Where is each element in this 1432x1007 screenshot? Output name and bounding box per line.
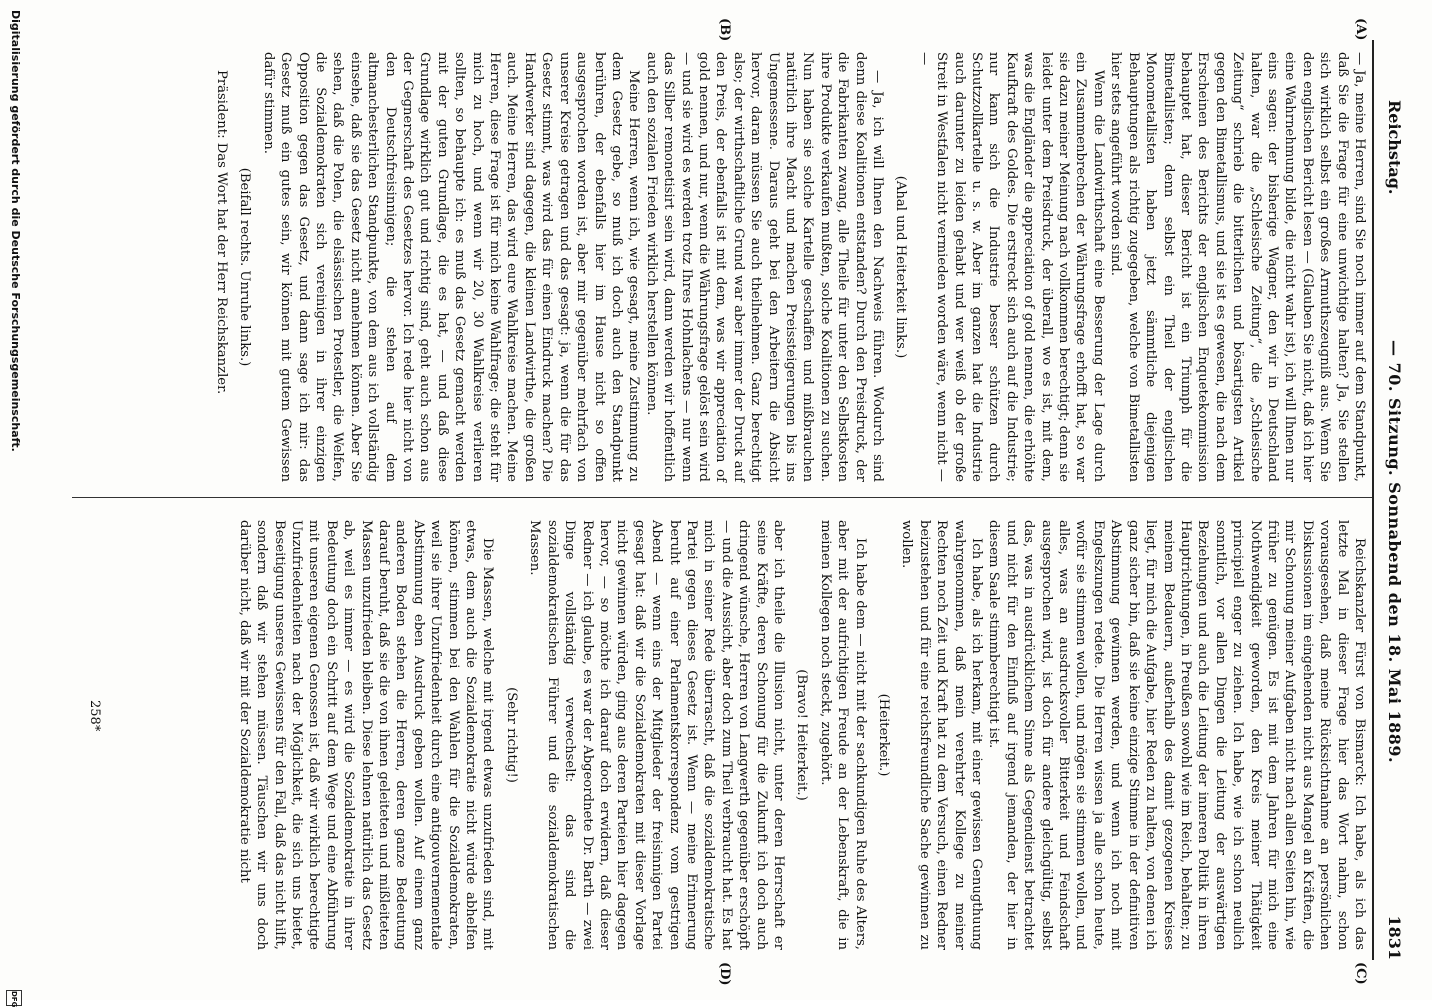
paragraph: — Ja, ich will Ihnen den Nachweis führen. Wodurch sind denn diese Koalitionen entstanden? Durch den Preisdruck, der die Fabrikanten zwang, alle Theile für unter den Selbstkosten ihre Produkte verkaufen mußten, solche Koalitionen zu suchen. Nun haben sie solche Kartelle geschaffen und mißbrauchen natürlich ihre Macht und machen Preissteigerungen bis ins Ungemessene. Daraus geht bei den Arbeitern die Absicht hervor, daran müssen Sie auch theilnehmen. Ganz berechtigt also; der wirthschaftliche Grund war aber immer der Druck auf den Preis, der ebenfalls ist mit dem, was wir appreciation of gold nennen, und nur, wenn die Währungsfrage gelöst sein wird — und sie wird es werden trotz Ihres Hohnlachens — nur wenn das Silber remonetisirt sein wird, dann werden wir hoffentlich auch den sozialen Frieden wirklich herstellen können.: [643, 52, 886, 482]
funding-notice: Digitalisierung gefördert durch die Deutsche Forschungsgemeinschaft.: [9, 10, 22, 452]
paragraph: Ich habe, als ich herkam, mit einer gewissen Genugthuung wahrgenommen, daß mein verehrter Kollege zu meiner Rechten noch Zeit und Kraft hat zu dem Versuch, einen Redner beizustehen und für eine reichsfreundliche Sache gewinnen zu wollen.: [899, 520, 985, 950]
dfg-logo-icon: DFG: [6, 990, 22, 1006]
interjection: (Heiterkeit.): [876, 693, 892, 777]
header-rule: [1372, 40, 1374, 960]
right-column: [235, 520, 1368, 950]
paragraph: Reichskanzler Fürst von Bismarck: Ich habe, als ich das letzte Mal in dieser Frage hier das Wort nahm, schon vorausgesehen, daß meine Rücksichtnahme an persönlichen Diskussionen im eingehenden nicht aus Mangel an Kräften, die mir Schonung meiner Aufgaben nicht nach allen Seiten hin, wie früher zu genügen. Es ist mit dem Jahren für mich eine Nothwendigkeit geworden, den Kreis meiner Thätigkeit principiell enger zu ziehen. Ich habe, wie ich schon neulich sonntlich, vor allen Dingen die Leitung der auswärtigen Beziehungen und auch die Leitung der inneren Politik in ihren Hauptrichtungen, in Preußen sowohl wie im Reich, behalten; zu meinem Bedauern, außerhalb des damit gezogenen Kreises liegt, für mich die Aufgabe, hier Reden zu halten, von denen ich ganz sicher bin, daß sie keine einzige Stimme in der definitiven Abstimmung gewinnen werden, und wenn ich noch mit Engelszungen redete. Die Herren wissen ja alle schon heute, wofür sie stimmen wollen, und mögen sie stimmen wollen, und alles, was an ausdrucksvoller Bitterkeit und Feindschaft ausgesprochen wird, ist doch für andere gleichgültig, selbst das, was in ausdrücklichem Sinne als Gegendienst betrachtet und nicht für den Einfluß auf irgend jemanden, der hier in diesem Saale stimmberechtigt ist.: [986, 520, 1367, 950]
interjection: (Beifall rechts. Unruhe links.): [237, 167, 253, 367]
paragraph: Ich habe dem — nicht mit der sachkundigen Ruhe des Alters, aber mit der aufrichtigen Freude an der Lebenskraft, die in meinen Kollegen noch steckt, zugehört.: [817, 520, 868, 950]
left-column: [213, 52, 1368, 482]
paragraph: Präsident: Das Wort hat der Herr Reichskanzler.: [214, 70, 229, 395]
margin-mark-d: (D): [717, 962, 732, 986]
header-left: Reichstag.: [1385, 100, 1404, 195]
margin-mark-a: (A): [1353, 18, 1368, 41]
margin-mark-b: (B): [717, 18, 732, 42]
margin-mark-c: (C): [1353, 962, 1368, 985]
footer: [4, 0, 24, 1007]
interjection: (Bravo! Heiterkeit.): [794, 669, 810, 801]
interjection: (Sehr richtig!): [503, 687, 519, 783]
header-center: — 70. Sitzung. Sonnabend den 18. Mai 1889.: [1385, 340, 1404, 764]
paragraph: aber ich theile die Illusion nicht, unter deren Herrschaft er seine Kräfte, deren Schonung für die Zukunft ich doch auch dringend wünsche, Herren von Langwerth gegenüber erschöpft — und die Aussicht, aber doch zum Theil verbraucht hat. Es hat mich in seiner Rede überrascht, daß die sozialdemokratische Partei gegen dieses Gesetz ist. Wenn — meine Erinnerung beruht auf einer Parlamentskorrespondenz vom gestrigen Abend — wenn eins der Mitglieder der freisinnigen Partei gesagt hat: daß wir die Sozialdemokraten mit dieser Vorlage nicht gewinnen würden, ging aus deren Parteien hier dagegen hervor, — so möchte ich darauf doch erwidern, daß dieser Redner — ich glaube, es war der Abgeordnete Dr. Barth — zwei Dinge vollständig verwechselt: das sind die sozialdemokratischen Führer und die sozialdemokratischen Massen.: [527, 520, 786, 950]
paragraph: Meine Herren, wenn ich, wie gesagt, meine Zustimmung zu dem Gesetz gebe, so muß ich doch auch den Standpunkt berühren, der ebenfalls hier im Hause nicht so offen ausgesprochen worden ist, aber mir gegenüber mehrfach von unserer Kreise getragen und das gesagt: ja, wenn die für das Gesetz stimmt, was wird das für einen Eindruck machen? Die Handwerker sind dagegen, die kleinen Landwirthe, die großen auch. Meine Herren, das wird eure Wahlkreise machen. Meine Herren, diese Frage ist für mich keine Wahlfrage; die steht für mich zu hoch, und wenn wir 20, 30 Wahlkreise verlieren sollten, so behaupte ich: es muß das Gesetz gemacht werden mit der guten Grundlage, die es hat, — und daß diese Grundlage wirklich gut und richtig sind, geht auch schon aus der Gegnerschaft des Gesetzes hervor. Ich rede hier nicht von den Deutschfreisinnigen; die stehen auf dem altmanchesterlichen Standpunkte, von dem aus ich vollständig einsehe, daß sie das Gesetz nicht annehmen können. Aber Sie sehen, daß die Polen, die elsässischen Protestler, die Welfen, die Sozialdemokraten sich vereinigen in ihrer einzigen Opposition gegen das Gesetz, und dann sage ich mir: das Gesetz muß ein gutes sein, wir können mit gutem Gewissen dafür stimmen.: [260, 52, 642, 482]
page-number: 1831: [1385, 915, 1404, 960]
paragraph: Wenn die Landwirthschaft eine Besserung der Lage durch ein Zusammenbrechen der Währungsfrage erhofft hat, so war sie dazu meiner Meinung nach vollkommen berechtigt; denn sie leidet unter dem Preisdruck, der überall, wo es ist, mit dem, was die Engländer die appreciation of gold nennen, die erhöhte Kaufkraft des Goldes. Die erstreckt sich auch auf die Industrie; nur kann sich die Industrie besser schützen durch Schutzzollkartelle u. s. w. Aber im ganzen hat die Industrie auch darunter zu leiden gehabt und wer weiß ob der große Streit in Westfalen nicht vermieden worden wäre, wenn nicht — —: [916, 52, 1106, 482]
page-header: [1378, 40, 1408, 960]
column-divider: [72, 497, 1372, 498]
page-signature: 258*: [87, 700, 102, 732]
interjection: (Ahal und Heiterkeit links.): [893, 175, 909, 359]
paragraph: — Ja, meine Herren, sind Sie noch immer auf dem Standpunkt, daß Sie die Frage für eine unwichtige halten? Ja, Sie stellen sich wirklich selbst ein großes Armuthszeugniß aus. Wenn Sie den englischen Bericht lesen — (Glauben Sie nicht, daß ich hier eine Wahrnehmung bilde, die nicht wahr ist), ich will Ihnen nur eins sagen: der bisherige Wagner, den wir in Deutschland halten, war die „Schlesische Zeitung“, die „Schlesische Zeitung“ schrieb die bitterlichen und bösartigsten Artikel gegen den Bimetallismus, und sie ist es gewesen, die nach dem Erscheinen des Berichts der englischen Enquetekommission behauptet hat, dieser Bericht ist ein Triumph für die Bimetallisten; denn selbst ein Theil der englischen Monometallisten haben jetzt sämmtliche diejenigen Behauptungen als richtig zugegeben, welche von Bimetallisten hier stets angeführt worden sind.: [1108, 52, 1367, 482]
paragraph: Die Massen, welche mit irgend etwas unzufrieden sind, mit etwas, dem auch die Sozialdemokratie nicht würde abhelfen können, stimmen bei den Wahlen für die Sozialdemokraten, weil sie ihrer Unzufriedenheit durch eine antigouvernementale Abstimmung eben Ausdruck geben wollen. Auf einem ganz anderen Boden stehen die Herren, deren ganze Bedeutung darauf beruht, daß sie die von ihnen geleiteten und mißleiteten Massen unzufrieden bleiben. Diese lehnen natürlich das Gesetz ab, weil es immer — es wird die Sozialdemokratie in ihrer Bedeutung doch ein Schritt auf dem Wege und eine Abführung mit unseren eigenen Genossen ist, daß wir wirklich berechtigte Unzufriedenheiten nach der Möglichkeit, die sich uns bietet, Beseitigung unseres Gewissens für den Fall, daß das nicht hilft, sondern daß wir stehen müssen. Täuschen wir uns doch darüber nicht, daß wir mit der Sozialdemokratie nicht: [236, 520, 496, 950]
